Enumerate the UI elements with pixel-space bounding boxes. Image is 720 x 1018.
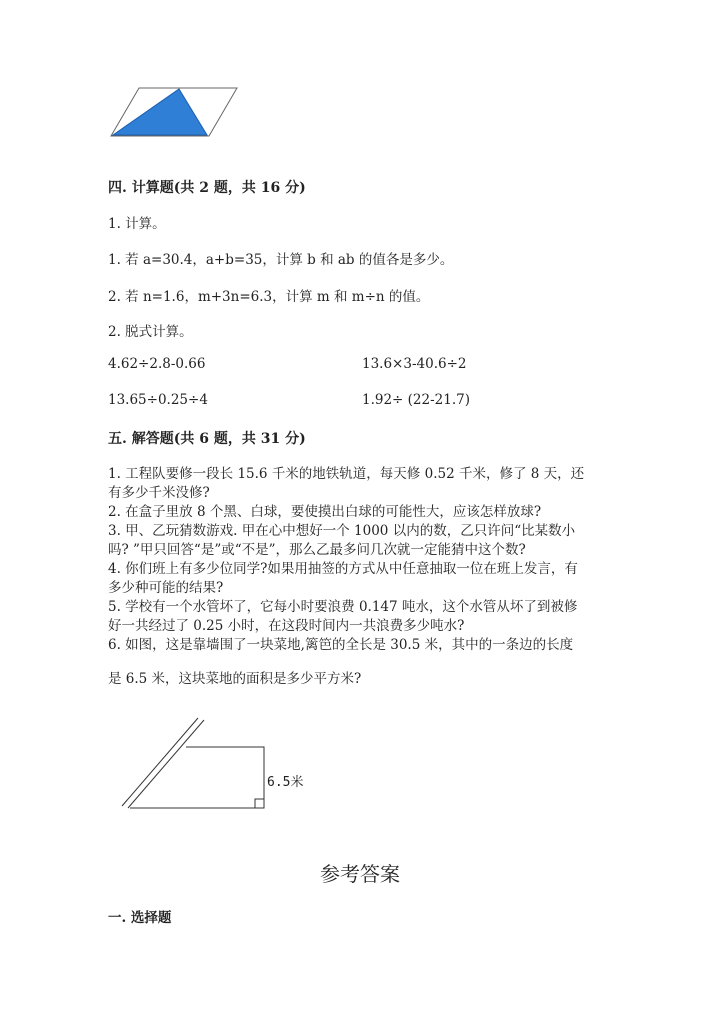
q1-part-b: 2. 若 n=1.6，m+3n=6.3，计算 m 和 m÷n 的值。 <box>108 289 430 305</box>
calc-item-2: 13.6×3-40.6÷2 <box>362 356 467 372</box>
wall-line-outer <box>122 718 198 806</box>
section-4-title: 四. 计算题(共 2 题，共 16 分) <box>108 180 306 196</box>
answers-title: 参考答案 <box>320 862 400 886</box>
wall-line-inner <box>128 720 204 808</box>
blue-triangle <box>113 89 207 135</box>
garden-figure <box>118 712 278 812</box>
s5-line-5: 吗? ”甲只回答“是”或“不是”，那么乙最多问几次就一定能猜中这个数? <box>108 542 526 558</box>
section-5-title: 五. 解答题(共 6 题，共 31 分) <box>108 431 306 447</box>
fence-outline <box>130 747 264 808</box>
s5-line-4: 3. 甲、乙玩猜数游戏. 甲在心中想好一个 1000 以内的数，乙只许问“比某数小 <box>108 523 576 539</box>
parallelogram-triangle-figure <box>105 82 245 142</box>
calc-item-3: 13.65÷0.25÷4 <box>108 392 208 408</box>
right-angle-mark <box>255 799 264 808</box>
s5-line-8: 5. 学校有一个水管坏了，它每小时要浪费 0.147 吨水，这个水管从坏了到被修 <box>108 599 578 615</box>
s5-line-2: 有多少千米没修? <box>108 485 210 501</box>
answers-section-1: 一. 选择题 <box>108 910 172 926</box>
s5-line-3: 2. 在盒子里放 8 个黑、白球，要使摸出白球的可能性大，应该怎样放球? <box>108 504 542 520</box>
s5-line-9: 好一共经过了 0.25 小时，在这段时间内一共浪费多少吨水? <box>108 618 465 634</box>
q6-continuation: 是 6.5 米，这块菜地的面积是多少平方米? <box>108 671 362 687</box>
q1-part-a: 1. 若 a=30.4，a+b=35，计算 b 和 ab 的值各是多少。 <box>108 252 454 268</box>
q1-intro: 1. 计算。 <box>108 216 166 232</box>
s5-line-1: 1. 工程队要修一段长 15.6 千米的地铁轨道，每天修 0.52 千米，修了 8 天，还 <box>108 466 585 482</box>
s5-line-7: 多少种可能的结果? <box>108 580 224 596</box>
s5-line-10: 6. 如图，这是靠墙围了一块菜地,篱笆的全长是 30.5 米，其中的一条边的长度 <box>108 637 574 653</box>
figure-label-6-5m: 6.5米 <box>267 775 304 790</box>
calc-item-4: 1.92÷ (22-21.7) <box>362 392 470 408</box>
s5-line-6: 4. 你们班上有多少位同学?如果用抽签的方式从中任意抽取一位在班上发言，有 <box>108 561 578 577</box>
q2-intro: 2. 脱式计算。 <box>108 324 193 340</box>
calc-item-1: 4.62÷2.8-0.66 <box>108 356 206 372</box>
